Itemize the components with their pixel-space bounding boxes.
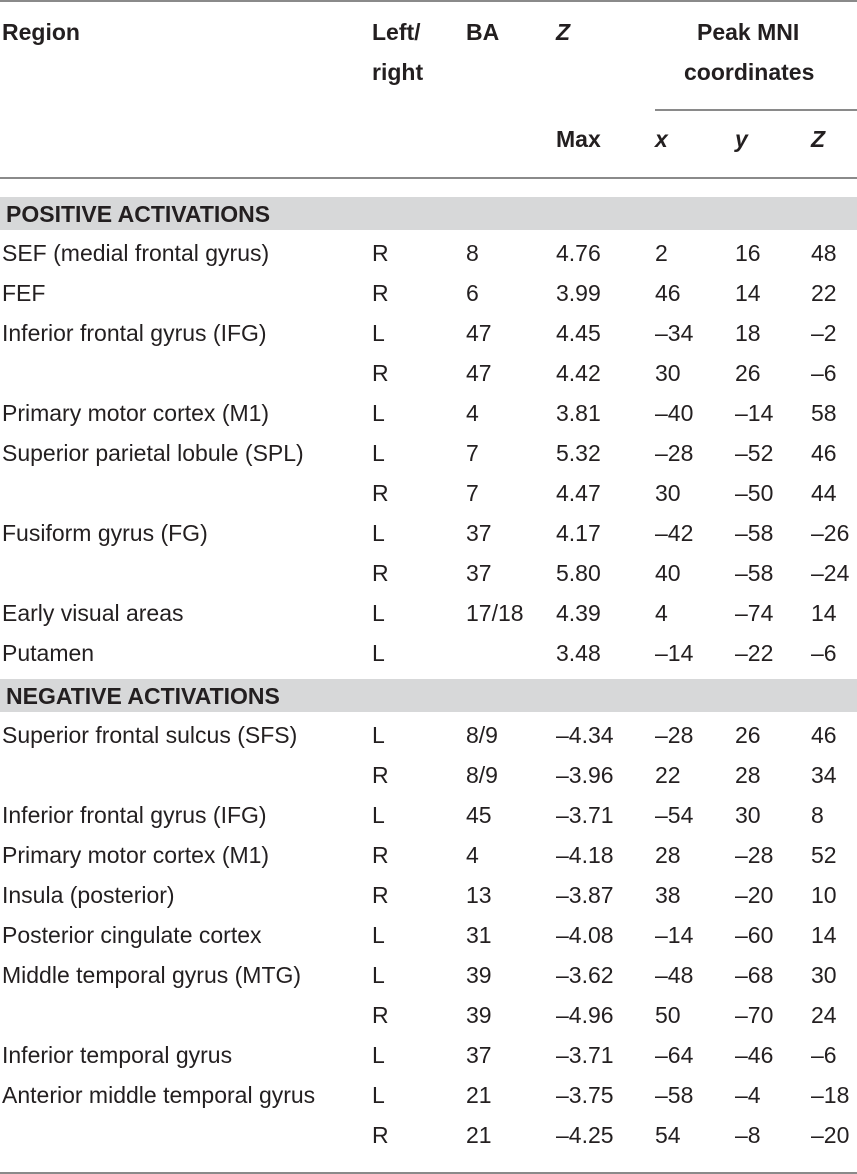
cell-ba: 7 (466, 440, 479, 466)
table-bottom-rule (0, 1172, 857, 1174)
cell-y: –14 (735, 400, 774, 426)
cell-side: R (372, 360, 389, 386)
cell-x: –28 (655, 440, 694, 466)
section-header (0, 679, 857, 712)
cell-side: L (372, 802, 385, 828)
cell-z: –4.96 (556, 1002, 614, 1028)
cell-ba: 39 (466, 962, 492, 988)
cell-zc: 10 (811, 882, 837, 908)
cell-side: L (372, 1042, 385, 1068)
cell-z: 3.81 (556, 400, 601, 426)
cell-ba: 17/18 (466, 600, 524, 626)
cell-region: Superior frontal sulcus (SFS) (2, 722, 298, 748)
cell-y: –28 (735, 842, 774, 868)
cell-ba: 4 (466, 842, 479, 868)
cell-ba: 8 (466, 240, 479, 266)
cell-y: 18 (735, 320, 761, 346)
cell-ba: 7 (466, 480, 479, 506)
cell-region: Primary motor cortex (M1) (2, 400, 270, 426)
cell-side: L (372, 1082, 385, 1108)
cell-x: –40 (655, 400, 694, 426)
cell-side: L (372, 520, 385, 546)
cell-region: Fusiform gyrus (FG) (2, 520, 208, 546)
cell-zc: 24 (811, 1002, 837, 1028)
header-ba: BA (466, 19, 500, 45)
cell-z: –4.18 (556, 842, 614, 868)
cell-y: 28 (735, 762, 761, 788)
header-peak-line1: Peak MNI (697, 19, 800, 45)
cell-z: 4.47 (556, 480, 601, 506)
cell-x: 30 (655, 360, 681, 386)
cell-side: L (372, 962, 385, 988)
header-bottom-rule (0, 177, 857, 179)
cell-x: 38 (655, 882, 681, 908)
cell-ba: 37 (466, 520, 492, 546)
cell-y: –8 (735, 1122, 761, 1148)
cell-side: R (372, 1122, 389, 1148)
cell-z: –3.75 (556, 1082, 614, 1108)
cell-z: 3.48 (556, 640, 601, 666)
cell-side: L (372, 440, 385, 466)
cell-z: –4.34 (556, 722, 614, 748)
cell-ba: 13 (466, 882, 492, 908)
cell-side: R (372, 842, 389, 868)
cell-zc: 14 (811, 600, 837, 626)
header-side-line2: right (372, 59, 424, 85)
cell-zc: –24 (811, 560, 850, 586)
cell-x: –48 (655, 962, 694, 988)
cell-region: Superior parietal lobule (SPL) (2, 440, 304, 466)
cell-y: 26 (735, 360, 761, 386)
cell-z: –3.62 (556, 962, 614, 988)
cell-zc: 8 (811, 802, 824, 828)
cell-ba: 47 (466, 320, 492, 346)
cell-z: 5.32 (556, 440, 601, 466)
section-label: POSITIVE ACTIVATIONS (6, 201, 271, 227)
header-z: Z (556, 19, 571, 45)
header-y: y (735, 126, 748, 152)
header-x: x (655, 126, 668, 152)
cell-x: 54 (655, 1122, 681, 1148)
cell-zc: –6 (811, 1042, 837, 1068)
cell-ba: 8/9 (466, 762, 498, 788)
cell-region: FEF (2, 280, 46, 306)
cell-zc: 14 (811, 922, 837, 948)
cell-ba: 6 (466, 280, 479, 306)
section-header (0, 197, 857, 230)
cell-region: Inferior frontal gyrus (IFG) (2, 802, 267, 828)
cell-zc: 46 (811, 440, 837, 466)
cell-y: –46 (735, 1042, 774, 1068)
cell-side: R (372, 240, 389, 266)
cell-ba: 21 (466, 1122, 492, 1148)
cell-y: –4 (735, 1082, 761, 1108)
cell-y: –58 (735, 560, 774, 586)
cell-ba: 37 (466, 1042, 492, 1068)
cell-ba: 8/9 (466, 722, 498, 748)
cell-ba: 47 (466, 360, 492, 386)
cell-y: 14 (735, 280, 761, 306)
header-zc: Z (811, 126, 826, 152)
cell-y: –60 (735, 922, 774, 948)
cell-x: –14 (655, 922, 694, 948)
cell-y: –68 (735, 962, 774, 988)
cell-side: R (372, 762, 389, 788)
cell-zc: –26 (811, 520, 850, 546)
cell-zc: –20 (811, 1122, 850, 1148)
cell-z: –4.25 (556, 1122, 614, 1148)
cell-side: L (372, 600, 385, 626)
cell-x: –58 (655, 1082, 694, 1108)
cell-z: 4.17 (556, 520, 601, 546)
cell-y: –20 (735, 882, 774, 908)
cell-x: 46 (655, 280, 681, 306)
peak-coordinates-rule (655, 109, 857, 111)
cell-side: L (372, 722, 385, 748)
cell-x: 30 (655, 480, 681, 506)
cell-y: 16 (735, 240, 761, 266)
cell-x: –14 (655, 640, 694, 666)
cell-region: Primary motor cortex (M1) (2, 842, 270, 868)
cell-x: –42 (655, 520, 694, 546)
cell-z: –3.96 (556, 762, 614, 788)
cell-region: Posterior cingulate cortex (2, 922, 262, 948)
cell-z: –4.08 (556, 922, 614, 948)
cell-z: 3.99 (556, 280, 601, 306)
cell-zc: 22 (811, 280, 837, 306)
cell-y: 30 (735, 802, 761, 828)
cell-zc: –6 (811, 640, 837, 666)
cell-zc: 44 (811, 480, 837, 506)
cell-y: –74 (735, 600, 774, 626)
cell-ba: 31 (466, 922, 492, 948)
cell-x: –64 (655, 1042, 694, 1068)
cell-y: –52 (735, 440, 774, 466)
cell-y: –70 (735, 1002, 774, 1028)
cell-ba: 4 (466, 400, 479, 426)
cell-side: L (372, 922, 385, 948)
table-top-rule (0, 0, 857, 2)
cell-x: 50 (655, 1002, 681, 1028)
cell-region: Early visual areas (2, 600, 184, 626)
header-side-line1: Left/ (372, 19, 421, 45)
cell-x: –54 (655, 802, 694, 828)
cell-z: 5.80 (556, 560, 601, 586)
cell-y: 26 (735, 722, 761, 748)
cell-side: L (372, 320, 385, 346)
cell-z: 4.39 (556, 600, 601, 626)
cell-z: 4.45 (556, 320, 601, 346)
cell-x: –28 (655, 722, 694, 748)
cell-region: SEF (medial frontal gyrus) (2, 240, 270, 266)
cell-zc: 46 (811, 722, 837, 748)
cell-region: Putamen (2, 640, 95, 666)
cell-z: –3.71 (556, 1042, 614, 1068)
cell-side: R (372, 480, 389, 506)
cell-side: R (372, 560, 389, 586)
cell-zc: –2 (811, 320, 837, 346)
cell-zc: –6 (811, 360, 837, 386)
cell-side: L (372, 640, 385, 666)
cell-z: –3.87 (556, 882, 614, 908)
section-label: NEGATIVE ACTIVATIONS (6, 683, 280, 709)
cell-ba: 37 (466, 560, 492, 586)
cell-region: Insula (posterior) (2, 882, 175, 908)
cell-side: R (372, 882, 389, 908)
cell-zc: –18 (811, 1082, 850, 1108)
cell-z: 4.42 (556, 360, 601, 386)
cell-x: 40 (655, 560, 681, 586)
cell-region: Inferior temporal gyrus (2, 1042, 233, 1068)
header-max: Max (556, 126, 601, 152)
cell-side: L (372, 400, 385, 426)
header-peak-line2: coordinates (684, 59, 815, 85)
cell-region: Middle temporal gyrus (MTG) (2, 962, 302, 988)
cell-y: –58 (735, 520, 774, 546)
cell-zc: 52 (811, 842, 837, 868)
cell-y: –22 (735, 640, 774, 666)
cell-x: 28 (655, 842, 681, 868)
cell-zc: 48 (811, 240, 837, 266)
cell-region: Inferior frontal gyrus (IFG) (2, 320, 267, 346)
header-region: Region (2, 19, 80, 45)
cell-y: –50 (735, 480, 774, 506)
cell-ba: 21 (466, 1082, 492, 1108)
cell-z: 4.76 (556, 240, 601, 266)
cell-ba: 45 (466, 802, 492, 828)
cell-region: Anterior middle temporal gyrus (2, 1082, 316, 1108)
cell-side: R (372, 1002, 389, 1028)
cell-zc: 58 (811, 400, 837, 426)
cell-z: –3.71 (556, 802, 614, 828)
cell-x: 4 (655, 600, 668, 626)
cell-x: –34 (655, 320, 694, 346)
cell-ba: 39 (466, 1002, 492, 1028)
cell-x: 22 (655, 762, 681, 788)
cell-x: 2 (655, 240, 668, 266)
cell-zc: 34 (811, 762, 837, 788)
cell-side: R (372, 280, 389, 306)
cell-zc: 30 (811, 962, 837, 988)
